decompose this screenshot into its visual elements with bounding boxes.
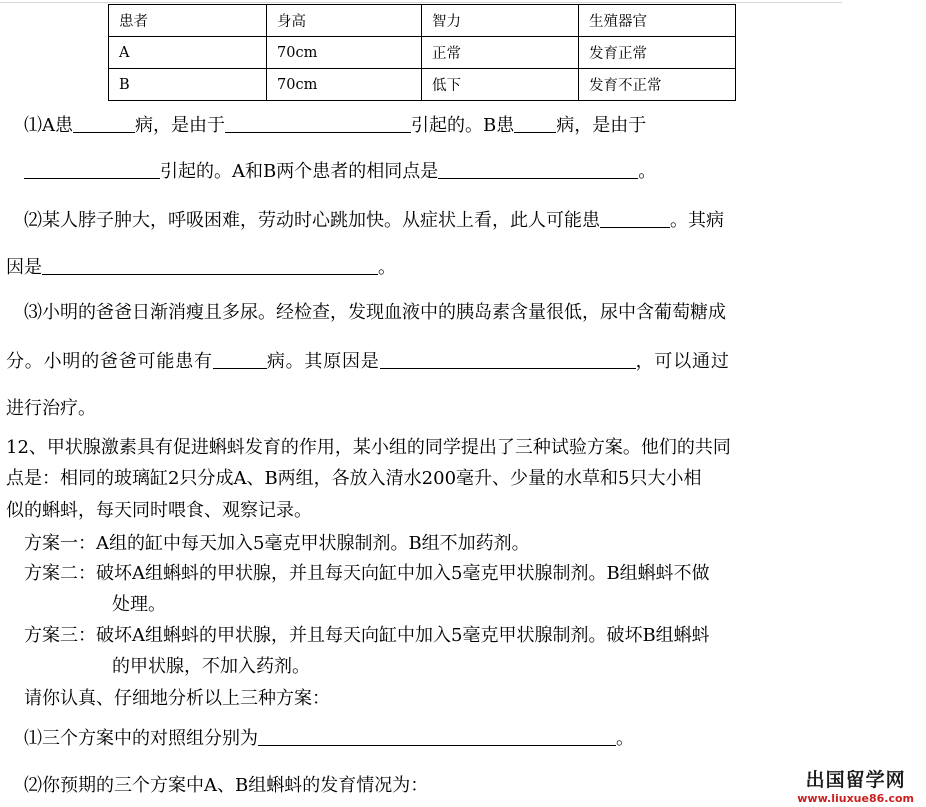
top-rule xyxy=(0,2,842,3)
q11-p1-text: 病，是由于 xyxy=(135,115,225,136)
q11-part2-line1 xyxy=(24,209,724,233)
answer-blank[interactable] xyxy=(24,160,160,179)
table-row xyxy=(109,37,736,69)
table-cell: 低下 xyxy=(422,69,579,101)
q12-plan2-line2: 处理。 xyxy=(112,594,166,615)
q12-intro-line1: 12、甲状腺激素具有促进蝌蚪发育的作用，某小组的同学提出了三种试验方案。他们的共同 xyxy=(6,437,731,458)
answer-blank[interactable] xyxy=(73,114,135,133)
answer-blank[interactable] xyxy=(514,114,556,133)
q11-p1-text: 引起的。B患 xyxy=(411,115,515,136)
table-header-cell: 患者 xyxy=(109,5,267,37)
q11-p2-text: 。其病 xyxy=(670,210,724,231)
answer-blank[interactable] xyxy=(438,160,638,179)
table-cell: 发育正常 xyxy=(579,37,736,69)
table-cell: 发育不正常 xyxy=(579,69,736,101)
answer-blank[interactable] xyxy=(213,350,267,369)
patient-table xyxy=(108,4,736,101)
q12-plan3-line1: 方案三：破坏A组蝌蚪的甲状腺，并且每天向缸中加入5毫克甲状腺制剂。破坏B组蝌蚪 xyxy=(24,625,710,646)
table-header-cell: 身高 xyxy=(267,5,422,37)
q12-sub2: ⑵你预期的三个方案中A、B组蝌蚪的发育情况为： xyxy=(24,775,429,796)
q11-p3-text: ⑶小明的爸爸日渐消瘦且多尿。经检查，发现血液中的胰岛素含量很低，尿中含葡萄糖成 xyxy=(24,302,726,323)
q11-p1-text: 病，是由于 xyxy=(556,115,647,136)
q12-sub1 xyxy=(24,727,634,751)
answer-blank[interactable] xyxy=(42,256,378,275)
q11-p1-text: 。 xyxy=(638,161,657,182)
q12-sub1-text: ⑴三个方案中的对照组分别为 xyxy=(24,728,258,749)
answer-blank[interactable] xyxy=(600,209,670,228)
q11-p3-text: 进行治疗。 xyxy=(6,398,96,419)
q11-part3-line1 xyxy=(24,301,726,325)
q12-intro-line2: 点是：相同的玻璃缸2只分成A、B两组，各放入清水200毫升、少量的水草和5只大小相 xyxy=(6,468,702,489)
q12-plan3-line2: 的甲状腺，不加入药剂。 xyxy=(112,656,310,677)
table-cell: A xyxy=(109,37,267,69)
table-cell: 70cm xyxy=(267,69,422,101)
q11-p3-text: 病。其原因是 xyxy=(266,351,380,372)
table-cell: B xyxy=(109,69,267,101)
watermark-logo xyxy=(797,765,914,805)
q11-part1-line1 xyxy=(24,114,646,138)
watermark-name: 出国留学网 xyxy=(805,769,906,791)
q11-p2-text: 。 xyxy=(378,257,396,278)
table-header-row xyxy=(109,5,736,37)
table-cell: 70cm xyxy=(267,37,422,69)
answer-blank[interactable] xyxy=(258,727,616,746)
q12-intro-line3: 似的蝌蚪，每天同时喂食、观察记录。 xyxy=(6,500,312,521)
q12-plan1: 方案一：A组的缸中每天加入5毫克甲状腺制剂。B组不加药剂。 xyxy=(24,533,530,554)
q11-p1-text: ⑴A患 xyxy=(24,115,73,136)
table-row xyxy=(109,69,736,101)
q12-plan2-line1: 方案二：破坏A组蝌蚪的甲状腺，并且每天向缸中加入5毫克甲状腺制剂。B组蝌蚪不做 xyxy=(24,563,710,584)
table-header-cell: 生殖器官 xyxy=(579,5,736,37)
q11-part3-line2 xyxy=(6,350,730,374)
table-header-cell: 智力 xyxy=(422,5,579,37)
answer-blank[interactable] xyxy=(380,350,636,369)
q12-sub1-text: 。 xyxy=(616,728,634,749)
q11-p2-text: ⑵某人脖子肿大，呼吸困难，劳动时心跳加快。从症状上看，此人可能患 xyxy=(24,210,600,231)
q12-ask: 请你认真、仔细地分析以上三种方案： xyxy=(24,688,330,709)
q11-p2-text: 因是 xyxy=(6,257,42,278)
q11-p3-text: ，可以通过 xyxy=(635,351,730,372)
q11-p3-text: 分。小明的爸爸可能患有 xyxy=(6,351,213,372)
q11-p1-text: 引起的。A和B两个患者的相同点是 xyxy=(160,161,439,182)
q11-part2-line2 xyxy=(6,256,396,280)
q11-part1-line2 xyxy=(24,160,656,184)
table-cell: 正常 xyxy=(422,37,579,69)
q11-part3-line3 xyxy=(6,397,96,421)
answer-blank[interactable] xyxy=(225,114,411,133)
watermark-url: www.liuxue86.com xyxy=(797,792,914,805)
